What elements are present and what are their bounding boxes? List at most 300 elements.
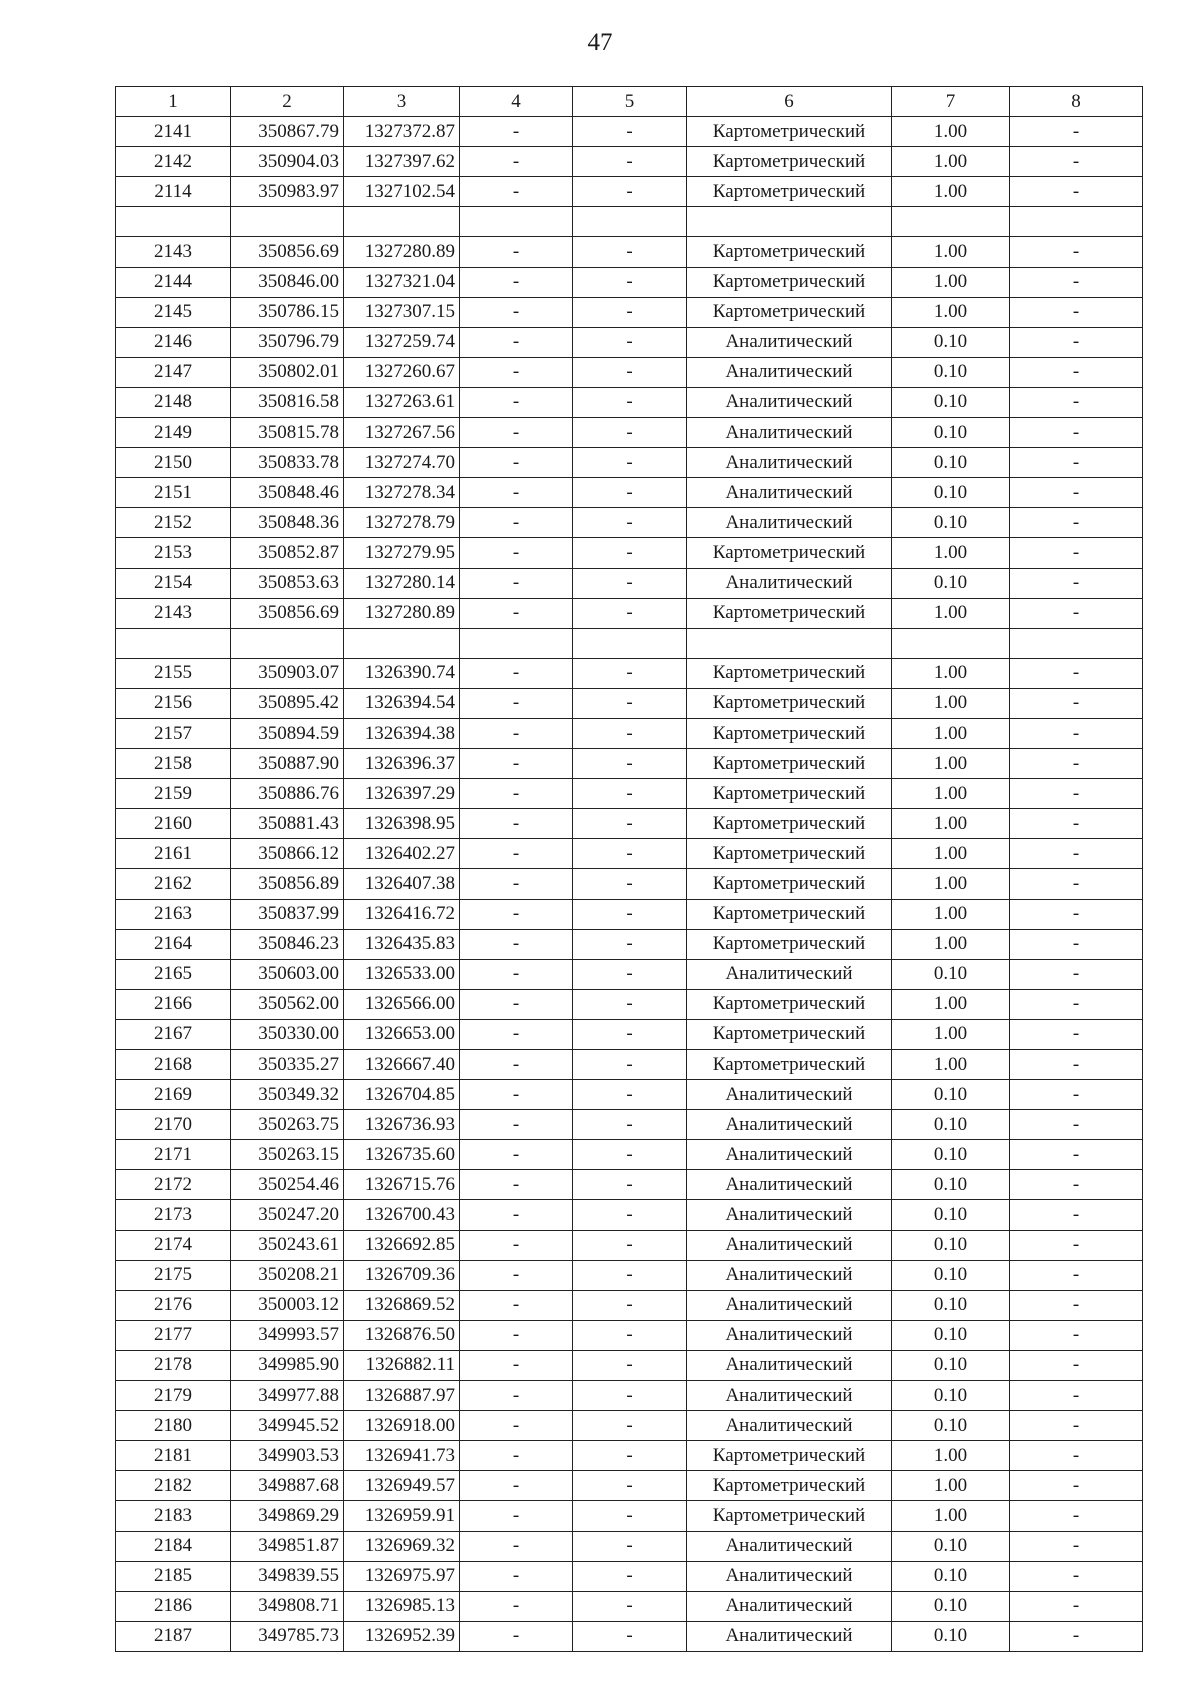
table-cell-col-3: 1326653.00 — [344, 1019, 460, 1049]
table-cell-col-3: 1326715.76 — [344, 1170, 460, 1200]
table-cell-col-4: - — [460, 1591, 573, 1621]
table-cell-col-3: 1326396.37 — [344, 749, 460, 779]
table-cell-col-7: 1.00 — [892, 658, 1010, 688]
table-cell-col-6: Аналитический — [687, 1200, 892, 1230]
table-cell-col-8: - — [1010, 809, 1143, 839]
table-cell-col-3: 1327278.34 — [344, 478, 460, 508]
table-cell-col-1: 2180 — [116, 1411, 231, 1441]
table-cell-col-6: Аналитический — [687, 1230, 892, 1260]
table-cell-col-2: 350903.07 — [231, 658, 344, 688]
table-cell-col-3: 1326416.72 — [344, 899, 460, 929]
table-cell-col-8: - — [1010, 508, 1143, 538]
table-cell-col-3: 1326407.38 — [344, 869, 460, 899]
table-cell-col-1: 2187 — [116, 1621, 231, 1651]
table-cell-col-5: - — [573, 1170, 687, 1200]
table-cell-col-7: 1.00 — [892, 237, 1010, 267]
table-cell-col-4: - — [460, 1260, 573, 1290]
table-cell-col-4: - — [460, 1471, 573, 1501]
table-cell-col-6: Аналитический — [687, 1320, 892, 1350]
table-row-separator — [116, 628, 1143, 658]
table-cell-col-7: 0.10 — [892, 1381, 1010, 1411]
table-row — [116, 117, 1143, 147]
table-row — [116, 1471, 1143, 1501]
table-cell-col-6: Аналитический — [687, 1350, 892, 1380]
table-cell-col-1: 2143 — [116, 237, 231, 267]
table-cell-col-7: 0.10 — [892, 1200, 1010, 1230]
table-row — [116, 1531, 1143, 1561]
table-cell-col-8: - — [1010, 1290, 1143, 1320]
table-cell-col-3: 1327278.79 — [344, 508, 460, 538]
table-cell-col-2: 349851.87 — [231, 1531, 344, 1561]
table-cell-col-7: 0.10 — [892, 959, 1010, 989]
table-cell-col-6: Картометрический — [687, 899, 892, 929]
table-cell-col-6: Аналитический — [687, 478, 892, 508]
table-cell-col-4: - — [460, 1531, 573, 1561]
table-cell-col-1: 2154 — [116, 568, 231, 598]
table-cell-col-1: 2146 — [116, 327, 231, 357]
table-cell-col-1: 2159 — [116, 779, 231, 809]
table-row — [116, 418, 1143, 448]
table-cell-col-1: 2147 — [116, 357, 231, 387]
table-cell-col-3: 1326985.13 — [344, 1591, 460, 1621]
table-cell-col-8: - — [1010, 688, 1143, 718]
table-cell-col-1: 2153 — [116, 538, 231, 568]
table-cell-col-7: 0.10 — [892, 387, 1010, 417]
table-cell-col-4: - — [460, 929, 573, 959]
table-cell-col-1: 2166 — [116, 989, 231, 1019]
table-row — [116, 237, 1143, 267]
table-cell-col-5: - — [573, 448, 687, 478]
table-row — [116, 357, 1143, 387]
table-cell-col-5: - — [573, 809, 687, 839]
table-cell-col-5: - — [573, 1140, 687, 1170]
table-cell-col-8: - — [1010, 387, 1143, 417]
table-cell-col-2: 350846.23 — [231, 929, 344, 959]
table-cell-col-1: 2148 — [116, 387, 231, 417]
table-cell-col-7: 0.10 — [892, 1531, 1010, 1561]
table-cell-col-4: - — [460, 448, 573, 478]
table-cell-col-5: - — [573, 1531, 687, 1561]
table-row — [116, 538, 1143, 568]
table-cell-col-7: 1.00 — [892, 779, 1010, 809]
table-cell-col-2 — [231, 628, 344, 658]
table-cell-col-5: - — [573, 1621, 687, 1651]
table-cell-col-4: - — [460, 1019, 573, 1049]
table-cell-col-5: - — [573, 1591, 687, 1621]
table-cell-col-8: - — [1010, 839, 1143, 869]
table-cell-col-3: 1326394.38 — [344, 718, 460, 748]
table-cell-col-8 — [1010, 628, 1143, 658]
table-cell-col-8: - — [1010, 779, 1143, 809]
table-cell-col-8: - — [1010, 267, 1143, 297]
table-cell-col-2: 349808.71 — [231, 1591, 344, 1621]
table-cell-col-7: 0.10 — [892, 1621, 1010, 1651]
table-cell-col-6: Аналитический — [687, 327, 892, 357]
table-cell-col-1: 2165 — [116, 959, 231, 989]
table-cell-col-6: Картометрический — [687, 117, 892, 147]
table-cell-col-3: 1326949.57 — [344, 1471, 460, 1501]
table-cell-col-1: 2142 — [116, 147, 231, 177]
table-cell-col-8: - — [1010, 1080, 1143, 1110]
table-row — [116, 718, 1143, 748]
table-cell-col-4: - — [460, 718, 573, 748]
table-cell-col-8: - — [1010, 1441, 1143, 1471]
table-cell-col-2: 350247.20 — [231, 1200, 344, 1230]
table-cell-col-6: Картометрический — [687, 779, 892, 809]
table-cell-col-7: 0.10 — [892, 448, 1010, 478]
table-cell-col-6: Картометрический — [687, 718, 892, 748]
table-cell-col-6: Аналитический — [687, 1080, 892, 1110]
table-cell-col-7: 0.10 — [892, 1290, 1010, 1320]
column-header-5: 5 — [573, 87, 687, 117]
table-cell-col-2: 350848.46 — [231, 478, 344, 508]
table-row — [116, 1501, 1143, 1531]
table-cell-col-4: - — [460, 117, 573, 147]
table-cell-col-8: - — [1010, 538, 1143, 568]
table-cell-col-3: 1327263.61 — [344, 387, 460, 417]
table-cell-col-7: 0.10 — [892, 478, 1010, 508]
table-cell-col-4: - — [460, 989, 573, 1019]
table-cell-col-8: - — [1010, 1260, 1143, 1290]
table-cell-col-1: 2186 — [116, 1591, 231, 1621]
table-cell-col-7: 0.10 — [892, 1411, 1010, 1441]
table-cell-col-8: - — [1010, 1471, 1143, 1501]
table-cell-col-3: 1326735.60 — [344, 1140, 460, 1170]
table-row — [116, 1019, 1143, 1049]
table-cell-col-6: Аналитический — [687, 1381, 892, 1411]
table-cell-col-7: 1.00 — [892, 117, 1010, 147]
table-cell-col-4 — [460, 207, 573, 237]
table-cell-col-6 — [687, 207, 892, 237]
table-cell-col-1: 2183 — [116, 1501, 231, 1531]
table-cell-col-8: - — [1010, 1019, 1143, 1049]
table-cell-col-6: Аналитический — [687, 357, 892, 387]
table-cell-col-5: - — [573, 1050, 687, 1080]
table-cell-col-6: Картометрический — [687, 267, 892, 297]
table-cell-col-1: 2141 — [116, 117, 231, 147]
table-cell-col-3: 1327397.62 — [344, 147, 460, 177]
table-cell-col-2: 350349.32 — [231, 1080, 344, 1110]
table-cell-col-5: - — [573, 568, 687, 598]
table-cell-col-6: Картометрический — [687, 1019, 892, 1049]
table-cell-col-5: - — [573, 598, 687, 628]
table-cell-col-5: - — [573, 749, 687, 779]
table-cell-col-4: - — [460, 177, 573, 207]
table-cell-col-2: 350796.79 — [231, 327, 344, 357]
coordinates-table — [115, 86, 1143, 1652]
table-cell-col-6: Аналитический — [687, 568, 892, 598]
table-cell-col-1: 2155 — [116, 658, 231, 688]
table-cell-col-2: 350895.42 — [231, 688, 344, 718]
table-row — [116, 598, 1143, 628]
table-cell-col-4: - — [460, 538, 573, 568]
table-cell-col-7: 1.00 — [892, 809, 1010, 839]
table-cell-col-2: 350852.87 — [231, 538, 344, 568]
table-cell-col-8: - — [1010, 959, 1143, 989]
table-cell-col-1: 2152 — [116, 508, 231, 538]
column-header-8: 8 — [1010, 87, 1143, 117]
table-cell-col-3: 1326941.73 — [344, 1441, 460, 1471]
column-header-1: 1 — [116, 87, 231, 117]
table-cell-col-3: 1326667.40 — [344, 1050, 460, 1080]
table-cell-col-4: - — [460, 1350, 573, 1380]
table-cell-col-6: Аналитический — [687, 418, 892, 448]
table-cell-col-4: - — [460, 297, 573, 327]
table-cell-col-5: - — [573, 1230, 687, 1260]
table-cell-col-2: 350335.27 — [231, 1050, 344, 1080]
table-cell-col-2: 350853.63 — [231, 568, 344, 598]
table-cell-col-8: - — [1010, 869, 1143, 899]
table-cell-col-8: - — [1010, 418, 1143, 448]
table-row — [116, 1230, 1143, 1260]
table-cell-col-6: Картометрический — [687, 688, 892, 718]
table-cell-col-5: - — [573, 237, 687, 267]
table-cell-col-3: 1327321.04 — [344, 267, 460, 297]
table-cell-col-2: 349977.88 — [231, 1381, 344, 1411]
table-cell-col-3: 1326882.11 — [344, 1350, 460, 1380]
table-cell-col-4: - — [460, 839, 573, 869]
table-cell-col-2: 350867.79 — [231, 117, 344, 147]
table-cell-col-3: 1326975.97 — [344, 1561, 460, 1591]
table-cell-col-8: - — [1010, 1621, 1143, 1651]
table-cell-col-6: Картометрический — [687, 749, 892, 779]
column-header-6: 6 — [687, 87, 892, 117]
table-cell-col-5: - — [573, 718, 687, 748]
table-cell-col-1: 2179 — [116, 1381, 231, 1411]
table-cell-col-8: - — [1010, 1230, 1143, 1260]
table-cell-col-1: 2176 — [116, 1290, 231, 1320]
table-cell-col-2: 349903.53 — [231, 1441, 344, 1471]
table-cell-col-2: 350846.00 — [231, 267, 344, 297]
table-cell-col-2: 350263.75 — [231, 1110, 344, 1140]
table-cell-col-2: 350856.69 — [231, 598, 344, 628]
table-cell-col-1: 2151 — [116, 478, 231, 508]
table-cell-col-4: - — [460, 1200, 573, 1230]
table-row — [116, 929, 1143, 959]
table-cell-col-1: 2181 — [116, 1441, 231, 1471]
table-cell-col-6: Аналитический — [687, 1290, 892, 1320]
table-cell-col-1: 2157 — [116, 718, 231, 748]
table-cell-col-7: 0.10 — [892, 357, 1010, 387]
table-cell-col-2: 350263.15 — [231, 1140, 344, 1170]
table-cell-col-5: - — [573, 1290, 687, 1320]
table-row — [116, 1080, 1143, 1110]
table-cell-col-7: 0.10 — [892, 418, 1010, 448]
table-cell-col-8: - — [1010, 1591, 1143, 1621]
table-cell-col-2: 350848.36 — [231, 508, 344, 538]
table-row — [116, 1200, 1143, 1230]
table-cell-col-3: 1326533.00 — [344, 959, 460, 989]
table-cell-col-5: - — [573, 1411, 687, 1441]
column-header-7: 7 — [892, 87, 1010, 117]
table-cell-col-5: - — [573, 1381, 687, 1411]
page-number: 47 — [587, 29, 613, 56]
table-cell-col-5: - — [573, 989, 687, 1019]
table-cell-col-7: 1.00 — [892, 177, 1010, 207]
table-cell-col-4: - — [460, 658, 573, 688]
table-cell-col-6: Картометрический — [687, 989, 892, 1019]
table-cell-col-8: - — [1010, 1050, 1143, 1080]
table-row — [116, 568, 1143, 598]
table-cell-col-6: Картометрический — [687, 1471, 892, 1501]
table-cell-col-6: Аналитический — [687, 1621, 892, 1651]
table-cell-col-3: 1326709.36 — [344, 1260, 460, 1290]
table-cell-col-7: 1.00 — [892, 869, 1010, 899]
table-cell-col-7: 0.10 — [892, 1260, 1010, 1290]
table-cell-col-6: Картометрический — [687, 538, 892, 568]
table-cell-col-7: 0.10 — [892, 568, 1010, 598]
table-cell-col-4: - — [460, 869, 573, 899]
table-cell-col-2: 350837.99 — [231, 899, 344, 929]
table-row — [116, 1561, 1143, 1591]
table-cell-col-5: - — [573, 1019, 687, 1049]
table-cell-col-6: Аналитический — [687, 508, 892, 538]
table-cell-col-2: 350904.03 — [231, 147, 344, 177]
table-cell-col-3 — [344, 628, 460, 658]
table-cell-col-8: - — [1010, 1170, 1143, 1200]
table-row — [116, 1110, 1143, 1140]
table-cell-col-1: 2175 — [116, 1260, 231, 1290]
table-cell-col-4: - — [460, 809, 573, 839]
table-cell-col-5: - — [573, 1471, 687, 1501]
table-cell-col-4: - — [460, 478, 573, 508]
table-cell-col-6: Аналитический — [687, 1591, 892, 1621]
table-cell-col-2: 350866.12 — [231, 839, 344, 869]
table-cell-col-1: 2178 — [116, 1350, 231, 1380]
table-cell-col-6: Картометрический — [687, 809, 892, 839]
table-cell-col-3: 1327260.67 — [344, 357, 460, 387]
table-cell-col-5: - — [573, 1441, 687, 1471]
table-cell-col-4: - — [460, 508, 573, 538]
table-row — [116, 1621, 1143, 1651]
table-cell-col-1: 2169 — [116, 1080, 231, 1110]
table-cell-col-5: - — [573, 538, 687, 568]
table-cell-col-3: 1327280.89 — [344, 237, 460, 267]
table-cell-col-5 — [573, 207, 687, 237]
table-cell-col-5: - — [573, 267, 687, 297]
table-cell-col-6: Аналитический — [687, 1140, 892, 1170]
table-cell-col-4: - — [460, 1080, 573, 1110]
table-cell-col-2: 350856.69 — [231, 237, 344, 267]
table-row — [116, 688, 1143, 718]
table-cell-col-4: - — [460, 779, 573, 809]
table-cell-col-3: 1326952.39 — [344, 1621, 460, 1651]
table-cell-col-5: - — [573, 387, 687, 417]
table-cell-col-7 — [892, 207, 1010, 237]
table-cell-col-4: - — [460, 418, 573, 448]
table-cell-col-5: - — [573, 959, 687, 989]
table-cell-col-8: - — [1010, 1411, 1143, 1441]
table-cell-col-3: 1327280.89 — [344, 598, 460, 628]
table-cell-col-5: - — [573, 1110, 687, 1140]
table-cell-col-5: - — [573, 508, 687, 538]
column-header-3: 3 — [344, 87, 460, 117]
table-cell-col-6 — [687, 628, 892, 658]
table-row — [116, 1320, 1143, 1350]
table-cell-col-6: Аналитический — [687, 1561, 892, 1591]
table-cell-col-2: 350786.15 — [231, 297, 344, 327]
table-cell-col-3: 1326390.74 — [344, 658, 460, 688]
table-cell-col-1: 2149 — [116, 418, 231, 448]
table-cell-col-7: 1.00 — [892, 899, 1010, 929]
table-cell-col-7: 0.10 — [892, 1350, 1010, 1380]
table-row — [116, 809, 1143, 839]
table-cell-col-4: - — [460, 899, 573, 929]
table-cell-col-2: 349887.68 — [231, 1471, 344, 1501]
table-cell-col-1: 2177 — [116, 1320, 231, 1350]
table-cell-col-2: 350603.00 — [231, 959, 344, 989]
table-cell-col-2 — [231, 207, 344, 237]
table-cell-col-3: 1326704.85 — [344, 1080, 460, 1110]
table-cell-col-2: 350856.89 — [231, 869, 344, 899]
table-cell-col-5: - — [573, 418, 687, 448]
table-cell-col-6: Картометрический — [687, 658, 892, 688]
table-row — [116, 1050, 1143, 1080]
table-cell-col-7: 1.00 — [892, 1019, 1010, 1049]
table-cell-col-4: - — [460, 1170, 573, 1200]
table-row — [116, 508, 1143, 538]
table-cell-col-8: - — [1010, 1381, 1143, 1411]
table-cell-col-1: 2158 — [116, 749, 231, 779]
table-cell-col-5: - — [573, 1501, 687, 1531]
table-cell-col-8: - — [1010, 1350, 1143, 1380]
table-cell-col-3: 1326918.00 — [344, 1411, 460, 1441]
table-cell-col-8: - — [1010, 899, 1143, 929]
table-cell-col-8: - — [1010, 117, 1143, 147]
table-cell-col-3: 1327274.70 — [344, 448, 460, 478]
table-cell-col-5: - — [573, 688, 687, 718]
table-cell-col-6: Аналитический — [687, 1110, 892, 1140]
table-cell-col-6: Картометрический — [687, 869, 892, 899]
table-cell-col-6: Аналитический — [687, 387, 892, 417]
table-cell-col-4: - — [460, 1230, 573, 1260]
table-cell-col-5: - — [573, 899, 687, 929]
table-cell-col-3: 1326394.54 — [344, 688, 460, 718]
table-cell-col-7: 0.10 — [892, 1140, 1010, 1170]
table-row — [116, 1591, 1143, 1621]
table-cell-col-4: - — [460, 1441, 573, 1471]
table-cell-col-3: 1327259.74 — [344, 327, 460, 357]
table-cell-col-8: - — [1010, 1501, 1143, 1531]
table-cell-col-6: Картометрический — [687, 177, 892, 207]
table-cell-col-7: 1.00 — [892, 1471, 1010, 1501]
table-row — [116, 1381, 1143, 1411]
table-cell-col-8 — [1010, 207, 1143, 237]
table-cell-col-5: - — [573, 1350, 687, 1380]
table-cell-col-7: 1.00 — [892, 147, 1010, 177]
table-cell-col-4: - — [460, 1050, 573, 1080]
table-row — [116, 869, 1143, 899]
table-cell-col-4: - — [460, 327, 573, 357]
table-cell-col-3: 1327102.54 — [344, 177, 460, 207]
table-row — [116, 387, 1143, 417]
table-cell-col-8: - — [1010, 147, 1143, 177]
header-row — [116, 87, 1143, 117]
table-row — [116, 899, 1143, 929]
table-row — [116, 327, 1143, 357]
table-cell-col-2: 350802.01 — [231, 357, 344, 387]
table-cell-col-1 — [116, 628, 231, 658]
table-cell-col-2: 350886.76 — [231, 779, 344, 809]
table-row — [116, 1140, 1143, 1170]
table-cell-col-3: 1326692.85 — [344, 1230, 460, 1260]
table-cell-col-3: 1326959.91 — [344, 1501, 460, 1531]
table-cell-col-3: 1326887.97 — [344, 1381, 460, 1411]
table-cell-col-1: 2156 — [116, 688, 231, 718]
table-cell-col-1: 2163 — [116, 899, 231, 929]
table-cell-col-8: - — [1010, 718, 1143, 748]
table-cell-col-4: - — [460, 568, 573, 598]
